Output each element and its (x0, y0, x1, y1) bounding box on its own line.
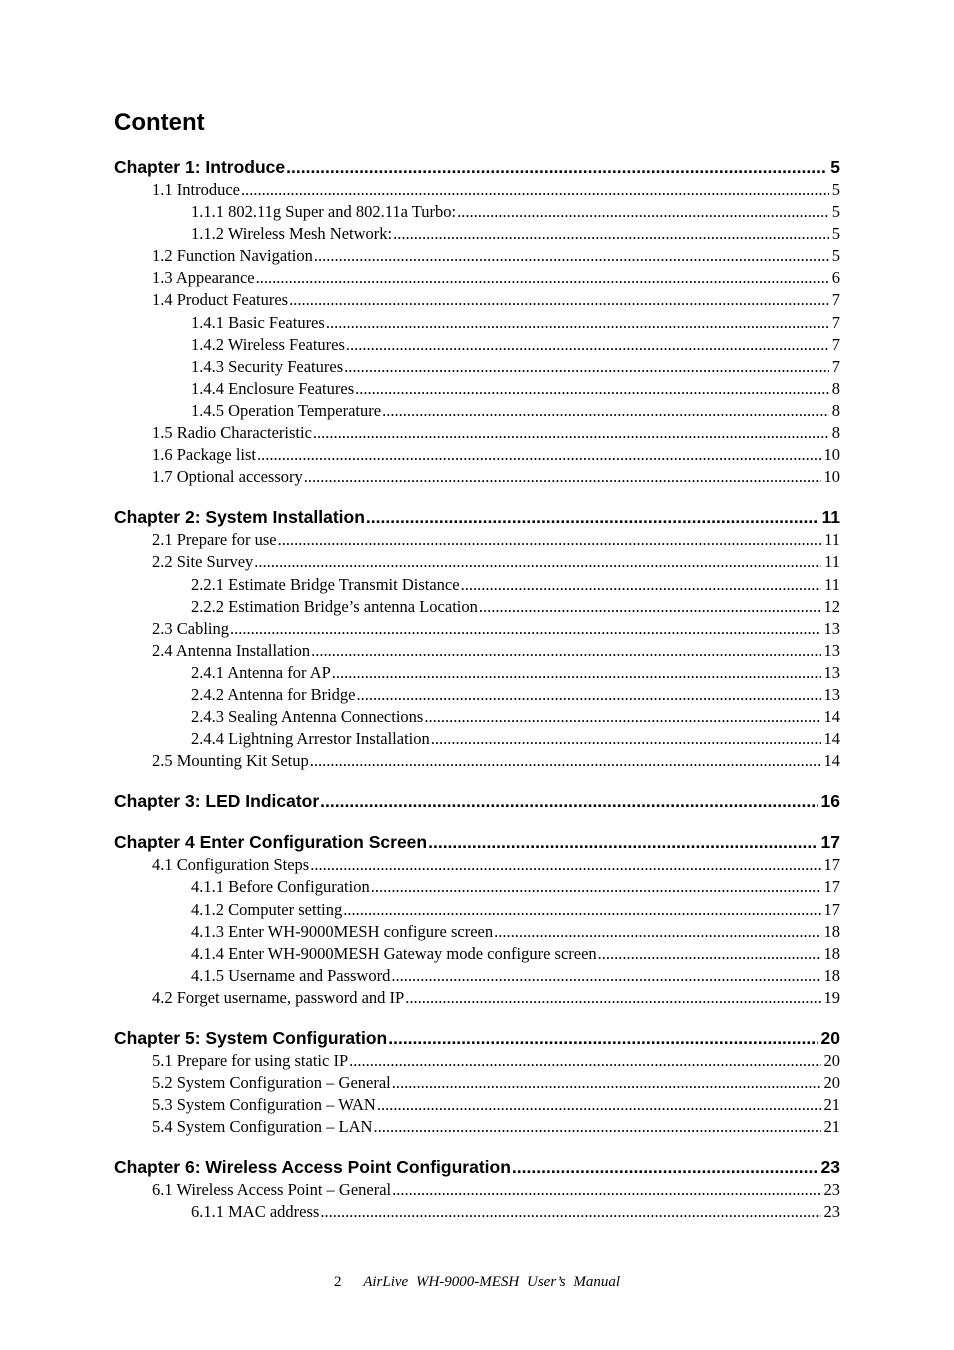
toc-page-number: 13 (823, 640, 840, 660)
toc-chapter (114, 831, 840, 1009)
toc-chapter (114, 1027, 840, 1138)
dot-leader (257, 444, 820, 466)
toc-subsection-entry[interactable] (114, 223, 840, 245)
toc-entry-title: 2.3 Cabling (152, 618, 229, 638)
toc-page-number: 19 (823, 987, 840, 1007)
toc-page-number: 14 (823, 729, 840, 749)
toc-page-number: 8 (831, 378, 840, 398)
toc-entry-title: 1.4.2 Wireless Features (191, 334, 345, 354)
dot-leader (512, 1156, 818, 1179)
dot-leader (494, 921, 820, 943)
toc-entry-title: 4.1.3 Enter WH-9000MESH configure screen (191, 921, 494, 941)
toc-entry-title: 2.4 Antenna Installation (152, 640, 311, 660)
dot-leader (355, 378, 829, 400)
toc-entry-title: 4.2 Forget username, password and IP (152, 987, 405, 1007)
dot-leader (320, 790, 817, 813)
toc-page-number: 5 (831, 202, 840, 222)
toc-section-entry[interactable] (114, 267, 840, 289)
toc-page-number: 12 (823, 596, 840, 616)
toc-entry-title: 1.4.4 Enclosure Features (191, 378, 355, 398)
toc-page-number: 13 (823, 618, 840, 638)
toc-page-number: 20 (823, 1073, 840, 1093)
toc-entry-title: 1.7 Optional accessory (152, 467, 303, 487)
table-of-contents (114, 156, 840, 1242)
dot-leader (598, 943, 821, 965)
dot-leader (304, 466, 821, 488)
toc-page-number: 6 (831, 268, 840, 288)
dot-leader (371, 876, 821, 898)
dot-leader (392, 1072, 821, 1094)
toc-section-entry[interactable] (114, 289, 840, 311)
toc-subsection-entry[interactable] (114, 662, 840, 684)
toc-section-entry[interactable] (114, 551, 840, 573)
footer-manual-title: AirLive WH-9000-MESH User’s Manual (363, 1274, 621, 1290)
toc-section-entry[interactable] (114, 854, 840, 876)
dot-leader (479, 596, 821, 618)
footer-page-number: 2 (333, 1274, 342, 1290)
toc-page-number: 18 (823, 921, 840, 941)
toc-page-number: 10 (823, 445, 840, 465)
toc-page-number: 8 (831, 400, 840, 420)
toc-chapter-heading[interactable] (114, 1027, 840, 1050)
toc-page-number: 7 (831, 312, 840, 332)
toc-entry-title: Chapter 2: System Installation (114, 507, 365, 528)
toc-entry-title: 1.4 Product Features (152, 290, 289, 310)
toc-chapter (114, 790, 840, 813)
toc-subsection-entry[interactable] (114, 378, 840, 400)
toc-page-number: 21 (823, 1095, 840, 1115)
dot-leader (230, 618, 821, 640)
toc-page-number: 14 (823, 707, 840, 727)
dot-leader (289, 289, 829, 311)
toc-entry-title: 2.2.1 Estimate Bridge Transmit Distance (191, 574, 460, 594)
toc-entry-title: 1.4.3 Security Features (191, 356, 344, 376)
toc-subsection-entry[interactable] (114, 312, 840, 334)
toc-subsection-entry[interactable] (114, 356, 840, 378)
toc-entry-title: 4.1.5 Username and Password (191, 965, 391, 985)
toc-page-number: 14 (823, 751, 840, 771)
toc-chapter-heading[interactable] (114, 156, 840, 179)
toc-page-number: 5 (831, 224, 840, 244)
toc-subsection-entry[interactable] (114, 1201, 840, 1223)
toc-subsection-entry[interactable] (114, 728, 840, 750)
toc-page-number: 23 (823, 1180, 840, 1200)
toc-entry-title: Chapter 3: LED Indicator (114, 791, 320, 812)
toc-chapter (114, 1156, 840, 1223)
dot-leader (310, 854, 820, 876)
dot-leader (314, 245, 829, 267)
toc-subsection-entry[interactable] (114, 876, 840, 898)
toc-entry-title: 6.1 Wireless Access Point – General (152, 1180, 392, 1200)
toc-page-number: 11 (824, 530, 840, 550)
toc-entry-title: 2.2.2 Estimation Bridge’s antenna Location (191, 596, 478, 616)
dot-leader (349, 1050, 820, 1072)
toc-page-number: 11 (821, 507, 840, 528)
toc-entry-title: Chapter 6: Wireless Access Point Configuration (114, 1157, 511, 1178)
dot-leader (461, 574, 822, 596)
toc-page-number: 5 (831, 180, 840, 199)
toc-section-entry[interactable] (114, 529, 840, 551)
toc-section-entry[interactable] (114, 466, 840, 488)
toc-subsection-entry[interactable] (114, 400, 840, 422)
dot-leader (392, 1179, 820, 1201)
toc-page-number: 21 (823, 1117, 840, 1137)
toc-section-entry[interactable] (114, 1050, 840, 1072)
dot-leader (278, 529, 821, 551)
dot-leader (424, 706, 820, 728)
toc-section-entry[interactable] (114, 750, 840, 772)
toc-page-number: 7 (831, 334, 840, 354)
toc-page-number: 7 (831, 290, 840, 310)
toc-subsection-entry[interactable] (114, 921, 840, 943)
toc-entry-title: 1.4.5 Operation Temperature (191, 400, 382, 420)
toc-subsection-entry[interactable] (114, 596, 840, 618)
dot-leader (344, 356, 829, 378)
toc-page-number: 16 (820, 791, 840, 812)
dot-leader (391, 965, 820, 987)
toc-page-number: 5 (830, 157, 840, 177)
toc-section-entry[interactable] (114, 245, 840, 267)
toc-page-number: 11 (824, 552, 840, 572)
toc-entry-title: 2.2 Site Survey (152, 552, 254, 572)
toc-page-number: 8 (831, 423, 840, 443)
toc-page-number: 18 (823, 943, 840, 963)
toc-section-entry[interactable] (114, 1094, 840, 1116)
toc-page-number: 23 (820, 1157, 840, 1178)
toc-entry-title: Chapter 4 Enter Configuration Screen (114, 832, 428, 853)
toc-entry-title: 4.1.4 Enter WH-9000MESH Gateway mode configure screen (191, 943, 597, 963)
dot-leader (343, 899, 820, 921)
dot-leader (457, 201, 829, 223)
toc-entry-title: 1.3 Appearance (152, 268, 255, 288)
dot-leader (373, 1116, 820, 1138)
dot-leader (357, 684, 821, 706)
toc-page-number: 20 (823, 1051, 840, 1070)
toc-entry-title: 1.2 Function Navigation (152, 246, 313, 266)
toc-page-number: 10 (823, 467, 840, 487)
dot-leader (256, 267, 829, 289)
toc-subsection-entry[interactable] (114, 684, 840, 706)
dot-leader (366, 506, 819, 529)
toc-entry-title: 5.3 System Configuration – WAN (152, 1095, 376, 1115)
toc-entry-title: 4.1.1 Before Configuration (191, 877, 370, 897)
toc-section-entry[interactable] (114, 1179, 840, 1201)
toc-entry-title: 2.4.3 Sealing Antenna Connections (191, 707, 424, 727)
toc-page-number: 17 (823, 899, 840, 919)
dot-leader (405, 987, 820, 1009)
toc-subsection-entry[interactable] (114, 965, 840, 987)
dot-leader (332, 662, 821, 684)
toc-subsection-entry[interactable] (114, 574, 840, 596)
toc-entry-title: 4.1.2 Computer setting (191, 899, 343, 919)
dot-leader (388, 1027, 817, 1050)
dot-leader (428, 831, 817, 854)
toc-page-number: 17 (823, 877, 840, 897)
toc-section-entry[interactable] (114, 422, 840, 444)
toc-entry-title: 5.1 Prepare for using static IP (152, 1051, 349, 1070)
toc-section-entry[interactable] (114, 640, 840, 662)
dot-leader (310, 750, 821, 772)
dot-leader (393, 223, 829, 245)
toc-entry-title: 1.1.2 Wireless Mesh Network: (191, 224, 393, 244)
toc-chapter (114, 156, 840, 488)
toc-entry-title: 2.4.1 Antenna for AP (191, 662, 331, 682)
toc-entry-title: 1.1 Introduce (152, 180, 240, 199)
toc-subsection-entry[interactable] (114, 943, 840, 965)
toc-page-number: 11 (824, 574, 840, 594)
dot-leader (431, 728, 821, 750)
toc-page-number: 18 (823, 965, 840, 985)
dot-leader (311, 640, 820, 662)
toc-subsection-entry[interactable] (114, 201, 840, 223)
toc-entry-title: 1.5 Radio Characteristic (152, 423, 312, 443)
toc-entry-title: 5.2 System Configuration – General (152, 1073, 391, 1093)
toc-chapter (114, 506, 840, 772)
toc-entry-title: 2.4.2 Antenna for Bridge (191, 684, 356, 704)
dot-leader (346, 334, 829, 356)
dot-leader (326, 312, 829, 334)
toc-entry-title: 1.4.1 Basic Features (191, 312, 325, 332)
toc-section-entry[interactable] (114, 444, 840, 466)
toc-entry-title: 2.1 Prepare for use (152, 530, 277, 550)
toc-section-entry[interactable] (114, 618, 840, 640)
toc-entry-title: 1.6 Package list (152, 445, 257, 465)
toc-entry-title: 1.1.1 802.11g Super and 802.11a Turbo: (191, 202, 457, 222)
toc-entry-title: 4.1 Configuration Steps (152, 855, 310, 875)
toc-subsection-entry[interactable] (114, 899, 840, 921)
toc-page-number: 23 (823, 1202, 840, 1222)
toc-page-number: 17 (820, 832, 840, 853)
toc-page-number: 17 (823, 855, 840, 875)
page-title: Content (114, 109, 205, 136)
toc-page-number: 20 (820, 1028, 840, 1048)
toc-section-entry[interactable] (114, 987, 840, 1009)
toc-subsection-entry[interactable] (114, 706, 840, 728)
dot-leader (320, 1201, 820, 1223)
toc-page-number: 13 (823, 684, 840, 704)
toc-entry-title: Chapter 5: System Configuration (114, 1028, 388, 1048)
toc-chapter-heading[interactable] (114, 790, 840, 813)
toc-entry-title: 2.5 Mounting Kit Setup (152, 751, 309, 771)
toc-entry-title: 6.1.1 MAC address (191, 1202, 320, 1222)
toc-page-number: 7 (831, 356, 840, 376)
dot-leader (286, 156, 827, 179)
toc-chapter-heading[interactable] (114, 831, 840, 854)
toc-chapter-heading[interactable] (114, 506, 840, 529)
toc-entry-title: Chapter 1: Introduce (114, 157, 286, 177)
toc-subsection-entry[interactable] (114, 334, 840, 356)
toc-chapter-heading[interactable] (114, 1156, 840, 1179)
dot-leader (382, 400, 829, 422)
dot-leader (377, 1094, 821, 1116)
toc-page-number: 13 (823, 662, 840, 682)
page-footer (0, 1272, 954, 1292)
toc-entry-title: 5.4 System Configuration – LAN (152, 1117, 373, 1137)
toc-entry-title: 2.4.4 Lightning Arrestor Installation (191, 729, 430, 749)
toc-section-entry[interactable] (114, 1072, 840, 1094)
dot-leader (313, 422, 829, 444)
toc-section-entry[interactable] (114, 179, 840, 201)
dot-leader (254, 551, 821, 573)
toc-page-number: 5 (831, 246, 840, 266)
dot-leader (241, 179, 829, 201)
toc-section-entry[interactable] (114, 1116, 840, 1138)
